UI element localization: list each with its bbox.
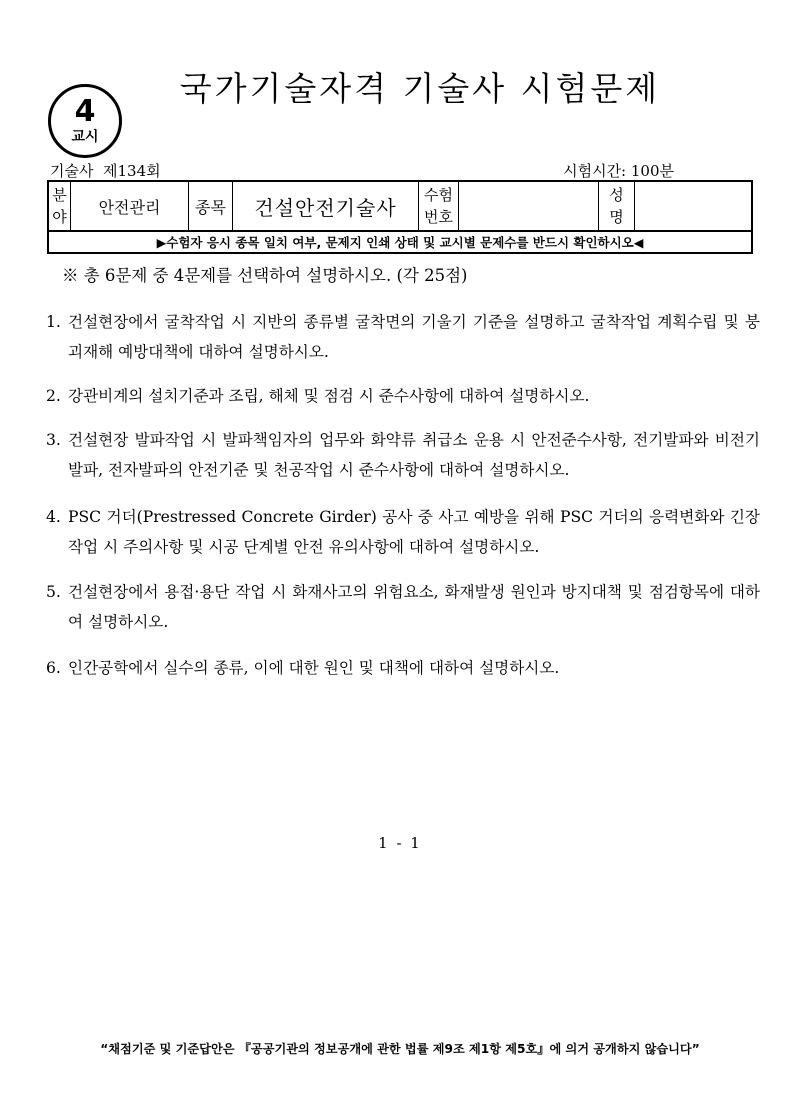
exam-info-table (47, 180, 753, 232)
name-label-bottom: 명 (609, 208, 624, 226)
name-label-cell (599, 182, 635, 230)
question-1 (46, 307, 760, 367)
question-3 (46, 425, 760, 485)
footer-disclaimer: “채점기준 및 기준답안은 『공공기관의 정보공개에 관한 법률 제9조 제1항 제5호』에 의거 공개하지 않습니다” (100, 1042, 700, 1056)
question-text: PSC 거더(Prestressed Concrete Girder) 공사 중 사고 예방을 위해 PSC 거더의 응력변화와 긴장작업 시 주의사항 및 시공 단계별 안전 유의사항에 대하여 설명하시오. (68, 508, 760, 556)
page-number: 1 - 1 (378, 834, 422, 852)
exam-number-label-bottom: 번호 (424, 208, 453, 226)
question-number: 3. (46, 431, 61, 449)
session-label: 교시 (71, 129, 99, 145)
question-number: 4. (46, 508, 61, 526)
exam-number-field[interactable] (459, 182, 599, 230)
name-field[interactable] (635, 182, 751, 230)
instruction-text: ※ 총 6문제 중 4문제를 선택하여 설명하시오. (각 25점) (62, 266, 468, 285)
question-number: 1. (46, 313, 61, 331)
field-label-top: 분 (52, 186, 67, 204)
question-4 (46, 502, 760, 562)
question-number: 5. (46, 583, 61, 601)
question-2 (46, 381, 760, 411)
field-label-cell (49, 182, 71, 230)
question-number: 2. (46, 387, 61, 405)
session-number: 4 (74, 94, 96, 129)
question-text: 건설현장에서 굴착작업 시 지반의 종류별 굴착면의 기울기 기준을 설명하고 굴착작업 계획수립 및 붕괴재해 예방대책에 대하여 설명하시오. (68, 313, 760, 361)
question-5 (46, 577, 760, 637)
exam-number-label-top: 수험 (424, 186, 453, 204)
category-label: 종목 (189, 182, 233, 230)
question-6 (46, 653, 760, 683)
category-value: 건설안전기술사 (233, 182, 419, 230)
question-text: 건설현장에서 용접·용단 작업 시 화재사고의 위험요소, 화재발생 원인과 방지대책 및 점검항목에 대하여 설명하시오. (68, 583, 760, 631)
question-text: 인간공학에서 실수의 종류, 이에 대한 원인 및 대책에 대하여 설명하시오. (68, 659, 560, 677)
exam-round: 기술사 제134회 (50, 162, 161, 180)
exam-number-label-cell (419, 182, 459, 230)
page-title: 국가기술자격 기술사 시험문제 (179, 69, 661, 108)
session-badge (48, 84, 122, 158)
field-value: 안전관리 (71, 182, 189, 230)
exam-time: 시험시간: 100분 (563, 162, 674, 180)
field-label-bottom: 야 (52, 208, 67, 226)
question-text: 건설현장 발파작업 시 발파책임자의 업무와 화약류 취급소 운용 시 안전준수사항, 전기발파와 비전기발파, 전자발파의 안전기준 및 천공작업 시 준수사항에 대하여 설명하시오. (68, 431, 760, 479)
check-notice: ▶수험자 응시 종목 일치 여부, 문제지 인쇄 상태 및 교시별 문제수를 반드시 확인하시오◀ (47, 232, 753, 254)
question-number: 6. (46, 659, 61, 677)
question-text: 강관비계의 설치기준과 조립, 해체 및 점검 시 준수사항에 대하여 설명하시오. (68, 387, 590, 405)
name-label-top: 성 (609, 186, 624, 204)
